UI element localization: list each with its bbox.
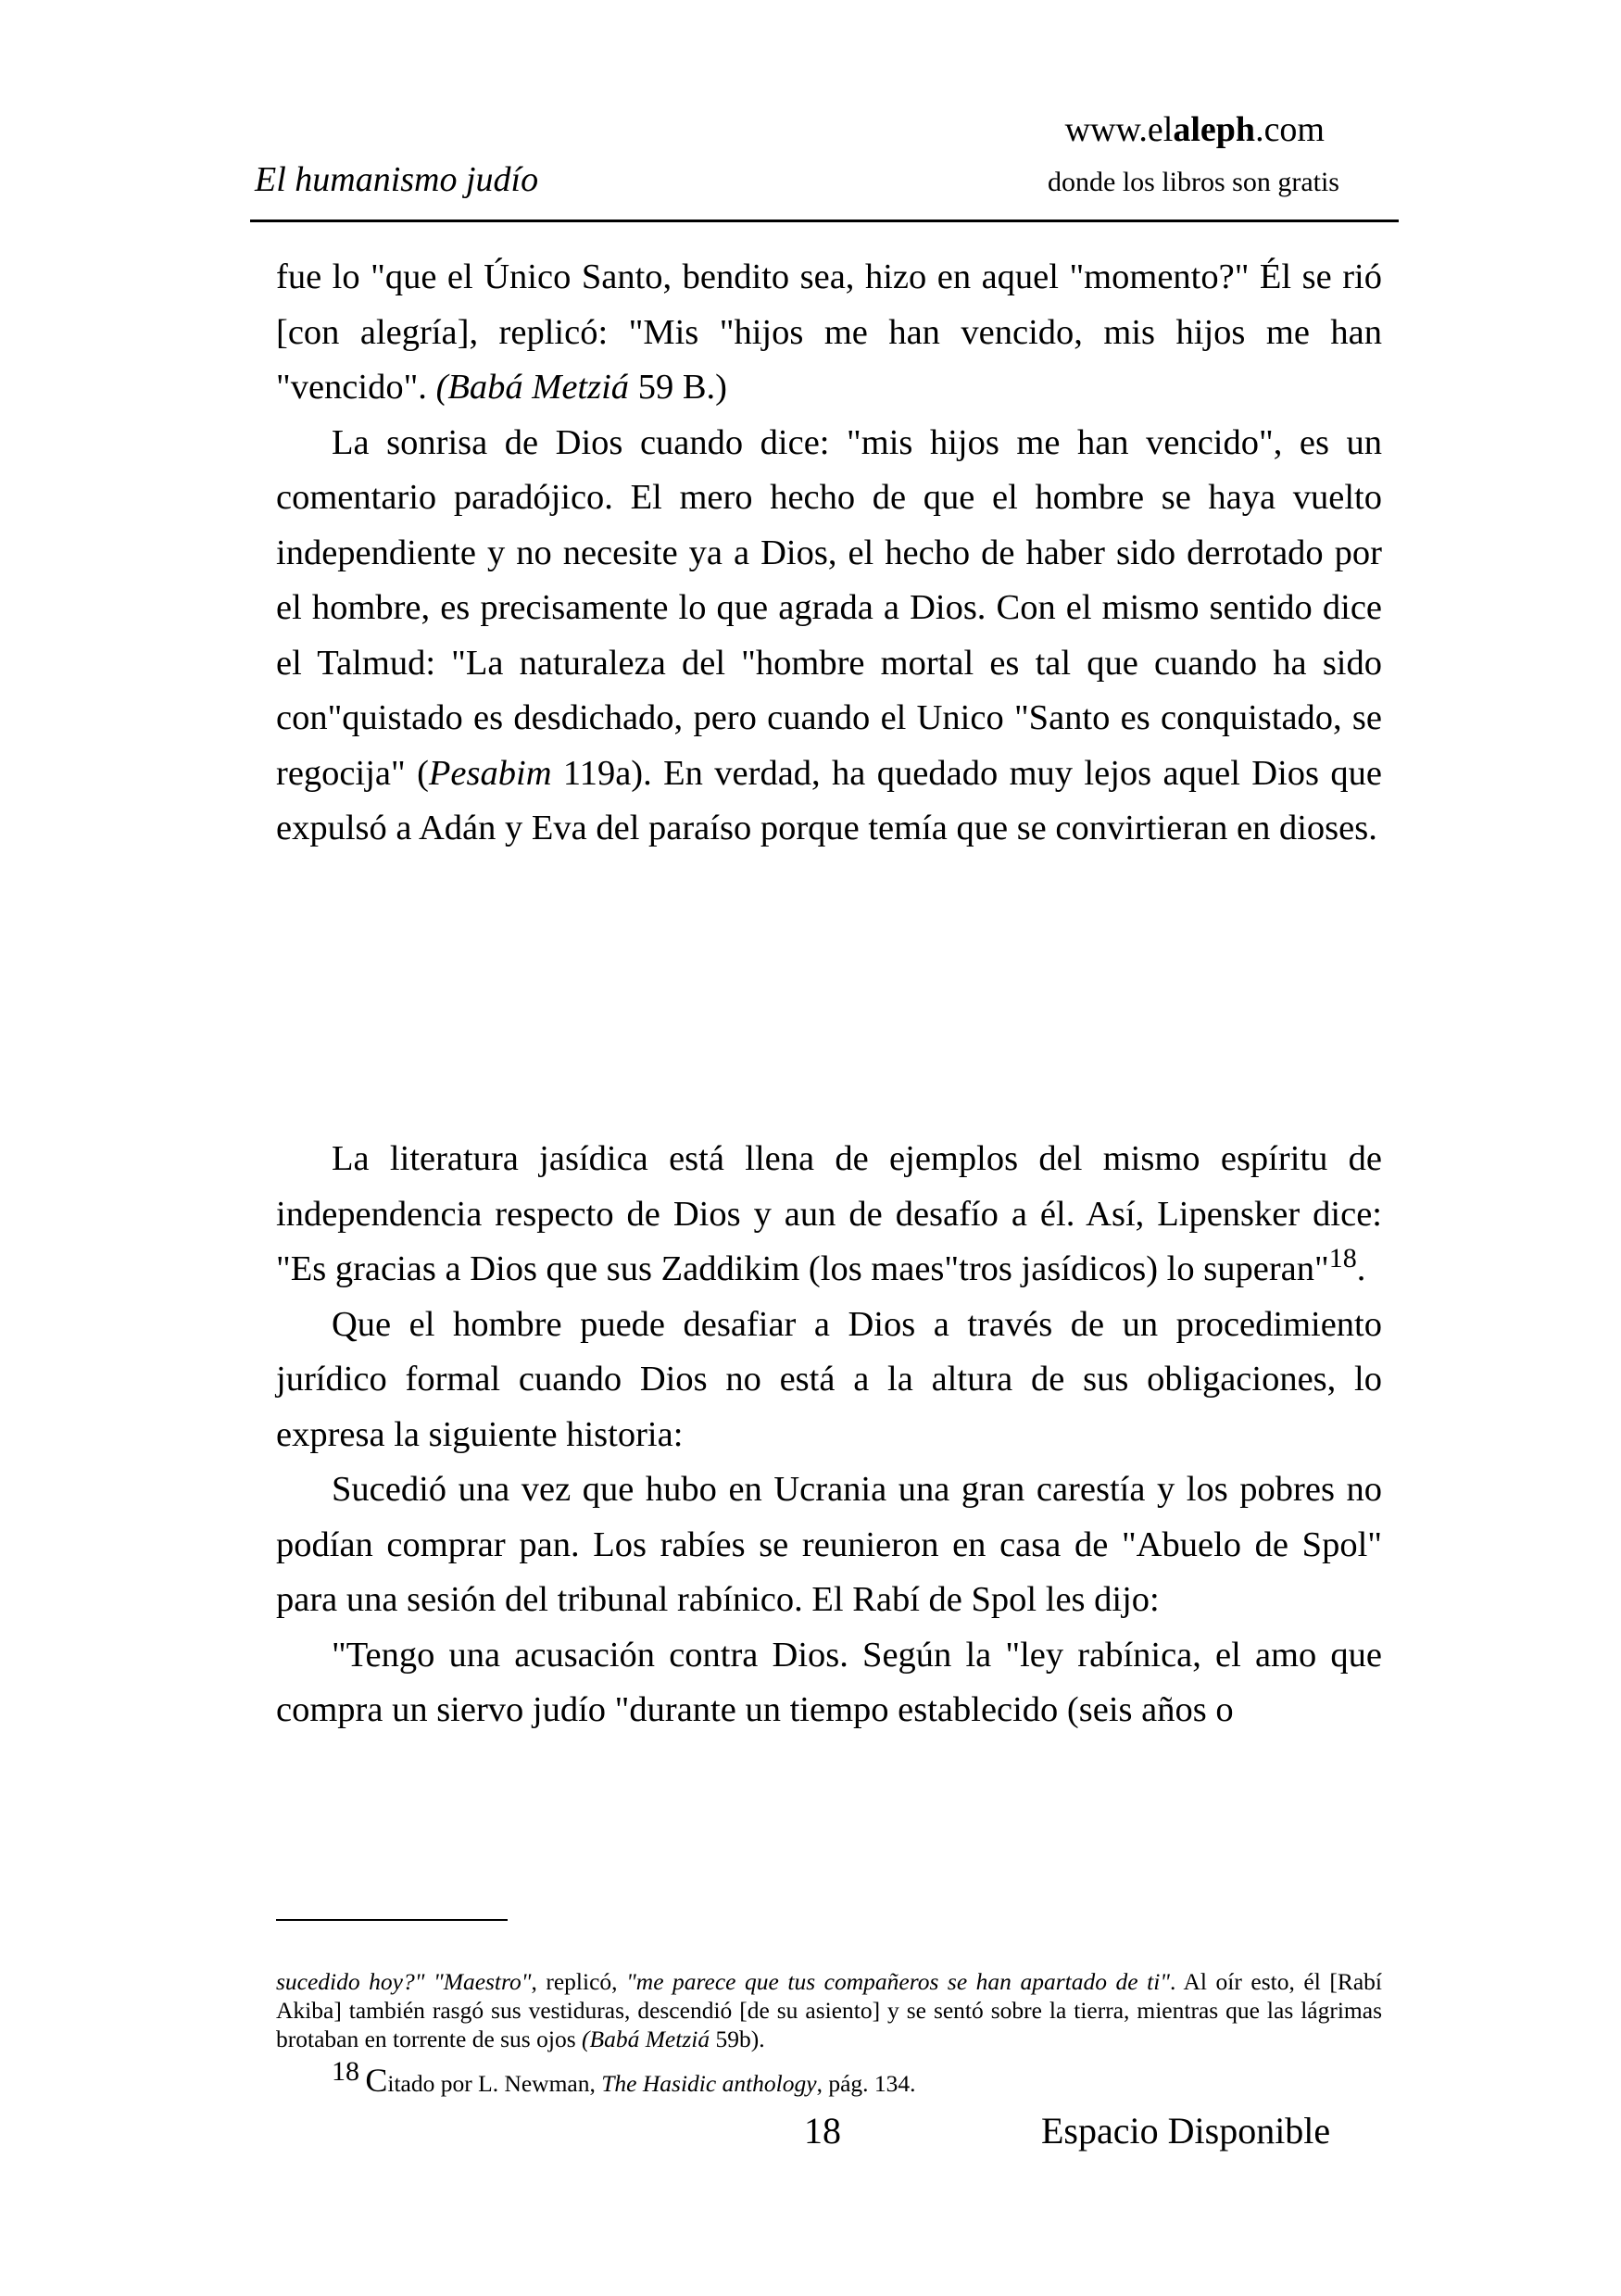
paragraph: Sucedió una vez que hubo en Ucrania una gran carestía y los pobres no podían comprar pan. Los rabíes se reunieron en casa de "Abuelo de Spol" para una sesión del tribunal rabínico. El Rabí de Spol les dijo:: [276, 1470, 1382, 1619]
footnote-number: 18: [332, 2056, 359, 2087]
paragraph: Que el hombre puede desafiar a Dios a través de un procedimiento jurídico formal cuando Dios no está a la altura de sus obligaciones, lo expresa la siguiente historia:: [276, 1304, 1382, 1454]
citation: Pesabim: [428, 753, 552, 793]
citation: (Babá Metziá: [435, 368, 630, 407]
header-divider: [250, 220, 1399, 222]
site-url-suffix: .com: [1255, 110, 1325, 149]
paragraph-text: 119a). En verdad, ha quedado muy lejos aquel Dios que expulsó a Adán y Eva del paraíso porque temía que se convirtieran en dioses.: [276, 753, 1382, 847]
paragraph: [276, 250, 1382, 416]
footer-note: Espacio Disponible: [1041, 2110, 1331, 2152]
footnote-text: [276, 1967, 1382, 2053]
book-title: The Hasidic anthology: [601, 2070, 817, 2097]
paragraph: [276, 1132, 1382, 1298]
text-block-2: [276, 1132, 1382, 1738]
paragraph-text: fue lo "que el Único Santo, bendito sea, hizo en aquel "momento?" Él se rió [con alegría], replicó: "Mis "hijos me han vencido, mis hijos me han "vencido".: [276, 257, 1382, 407]
paragraph: [276, 416, 1382, 857]
footnote-italic: (Babá Metziá: [582, 2026, 710, 2052]
footnote-divider: [276, 1919, 508, 1921]
footnote-plain: . Al oír esto, él [Rabí Akiba] también rasgó sus vestiduras, descendió [de su asiento] y se sentó sobre la tierra, mientras que las lágrimas brotaban en torrente de sus ojos: [276, 1968, 1382, 2052]
footnote-initial: C: [365, 2062, 388, 2099]
footnote-continuation: [276, 1967, 1382, 2053]
paragraph-text: La sonrisa de Dios cuando dice: "mis hijos me han vencido", es un comentario paradójico. El mero hecho de que el hombre se haya vuelto independiente y no necesite ya a Dios, el hecho de haber sido derrotado por el hombre, es precisamente lo que agrada a Dios. Con el mismo sentido dice el Talmud: "La naturaleza del "hombre mortal es tal que cuando ha sido con"quistado es desdichado, pero cuando el Unico "Santo es conquistado, se regocija" (: [276, 422, 1382, 793]
footnote-plain: 59b).: [710, 2026, 765, 2052]
footnote-reference[interactable]: 18: [1328, 1243, 1357, 1273]
footnote-plain: , pág. 134.: [816, 2070, 916, 2097]
site-url: [1065, 109, 1325, 150]
paragraph-text: .: [1356, 1249, 1366, 1288]
footnote-italic: sucedido hoy?" "Maestro": [276, 1968, 532, 1995]
footnote-italic: "me parece que tus compañeros se han apartado de ti": [626, 1968, 1170, 1995]
paragraph: "Tengo una acusación contra Dios. Según la "ley rabínica, el amo que compra un siervo judío "durante un tiempo establecido (seis años o: [276, 1635, 1382, 1729]
site-url-prefix: www.el: [1064, 110, 1174, 149]
running-header-title: El humanismo judío: [255, 160, 539, 199]
site-tagline: donde los libros son gratis: [1048, 167, 1339, 197]
footnote-plain: , replicó,: [531, 1968, 627, 1995]
page-number: 18: [804, 2110, 841, 2152]
paragraph-text: La literatura jasídica está llena de ejemplos del mismo espíritu de independencia respecto de Dios y aun de desafío a él. Así, Lipensker dice: "Es gracias a Dios que sus Zaddikim (los maes"tros jasídicos) lo superan": [276, 1139, 1382, 1288]
footnote-18: [332, 2056, 1378, 2101]
text-block-1: [276, 250, 1382, 857]
site-url-brand: aleph: [1173, 110, 1256, 149]
footnote-plain: itado por L. Newman,: [387, 2070, 602, 2097]
citation-detail: 59 B.): [629, 368, 727, 407]
